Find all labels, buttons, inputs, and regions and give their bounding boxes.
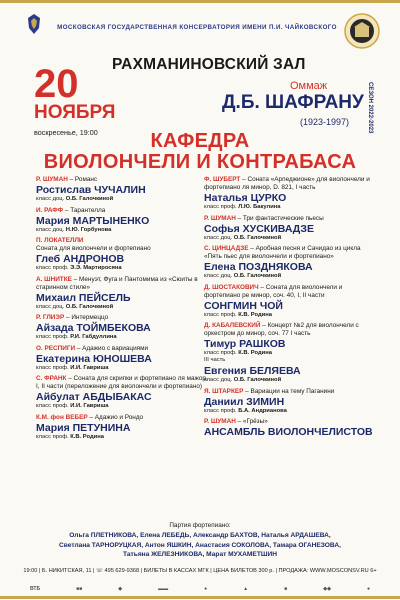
class-prefix: класс проф. [204,407,239,414]
teacher: О.Б. Галочкиной [233,234,282,241]
work: – Три фантастические пьесы [235,214,324,222]
work: – Адажио и Рондо [87,413,144,421]
sponsor-logo: ВТБ [30,586,41,592]
performer: Даниил ЗИМИН [204,395,285,408]
teacher: К.В. Родина [238,350,272,356]
class-prefix: класс проф. [36,334,71,340]
class-prefix: класс доц. [204,273,234,279]
composer: К.М. фон ВЕБЕР [36,413,88,421]
composer: С. ЦИНЦАДЗЕ [204,245,249,252]
work: – Аробная песня и Сачидао из цикла «Пять пьес для виолончели и фортепиано» [204,245,361,260]
program-item [36,176,212,203]
class-prefix: класс доц. [36,196,66,202]
performer: Евгения БЕЛЯЕВА [204,365,301,377]
composer: С. ФРАНК [36,375,67,382]
sponsor-logo: ● [366,586,370,592]
work: – «Грёзы» [235,418,268,425]
program-item [36,207,212,234]
hommage-years: (1923-1997) [300,117,350,127]
sponsor-logo: ● [204,586,208,592]
pianists-list [20,531,380,560]
teacher: Р.И. Габдуллина [70,334,117,340]
class-prefix: класс доц. [36,226,66,233]
work: – Адажио с вариациями [75,344,149,352]
season-vertical-text: СЕЗОН 2022-2023 [367,82,373,134]
hommage-name: Д.Б. ШАФРАНУ [222,92,364,113]
performer: СОНГМИН ЧОЙ [204,299,283,312]
composer: И. РАФФ [36,206,64,214]
performer: Наталья ЦУРКО [204,192,287,204]
work: – Тарантелла [63,206,106,214]
composer: Р. ШУМАН [204,214,236,222]
sponsor-logo: ▬▬ [158,586,169,592]
program-item [36,414,212,441]
teacher: Э.Э. Мартиросяна [70,265,122,271]
sponsor-logo: ■ [284,586,288,592]
teacher: И.И. Гавриша [70,403,109,409]
class-prefix: класс проф. [204,350,239,356]
performer: Михаил ПЕЙСЕЛЬ [36,291,131,304]
performer: Ростислав ЧУЧАЛИН [36,184,146,196]
teacher: Н.Ю. Горбунова [65,226,112,233]
sponsor-logo: ◆◆ [323,586,331,592]
work: – Интермеццо [64,314,109,321]
performer: Тимур РАШКОВ [204,338,286,350]
sponsor-logo: ■■ [76,586,83,592]
work: – Соната «Арпеджионе» для виолончели и фортепиано ля минор, D. 821, I часть [204,176,370,191]
program-item [204,322,380,364]
performer: Мария ПЕТУНИНА [36,421,131,434]
composer: Я. ШТАРКЕР [204,387,244,395]
pianists-line-3: Татьяна ЖЕЛЕЗНИКОВА, Марат МУХАМЕТШИН [123,551,277,558]
ministry-emblem-icon [24,12,44,38]
pianists-line-2: Светлана ТАРНОРУЦКАЯ, Антон ЯШКИН, Анастасия СОКОЛОВА, Тамара ОГАНЕЗОВА, [59,541,341,549]
teacher: О.Б. Галочкиной [65,196,114,202]
performer: АНСАМБЛЬ ВИОЛОНЧЕЛИСТОВ [204,426,373,438]
class-prefix: класс доц. [36,303,66,310]
program-left-column [36,176,212,444]
part-note: III часть [204,357,226,363]
performer: Мария МАРТЫНЕНКО [36,214,150,227]
sponsor-strip [30,586,370,592]
date-month: НОЯБРЯ [34,102,116,123]
performer: Елена ПОЗДНЯКОВА [204,261,313,273]
hommage-label: Оммаж [290,80,328,92]
top-border [0,0,400,3]
class-prefix: класс доц. [204,234,234,241]
teacher: К.В. Родина [238,311,272,318]
class-prefix: класс проф. [204,311,239,318]
teacher: О.Б. Галочкиной [65,303,114,310]
work: – Соната для скрипки и фортепиано ля мажор, I, II части (переложение для виолончели и фортепиано) [36,375,208,390]
composer: О. РЕСПИГИ [36,344,76,352]
program-item [36,314,212,341]
work: – Менуэт, Фуга и Пантомима из «Сюиты в старинном стиле» [36,275,198,291]
pianists-title: Партия фортепиано: [169,522,231,529]
conservatory-seal-icon [344,13,380,49]
composer: Р. ГЛИЭР [36,314,65,321]
institution-name: МОСКОВСКАЯ ГОСУДАРСТВЕННАЯ КОНСЕРВАТОРИЯ ИМЕНИ П.И. ЧАЙКОВСКОГО [57,24,337,31]
work: – Романс [67,176,98,183]
program-right-column [204,176,380,442]
program-item [36,345,212,372]
class-prefix: класс проф. [36,265,71,271]
composer: Р. ШУМАН [36,176,68,183]
class-prefix: класс проф. [204,204,239,210]
program-item [204,215,380,242]
footer-info: 19:00 | Б. НИКИТСКАЯ, 11 | ☏ 495 629-9368 | БИЛЕТЫ В КАССАХ МГК | ЦЕНА БИЛЕТОВ 300 р. | ПРОДАЖА: WWW.MOSCONSV.RU 6+ [23,568,377,574]
work: – Соната для виолончели и фортепиано ре минор, соч. 40, I, II части [204,283,343,299]
program-item [204,388,380,415]
program-item [204,245,380,280]
class-prefix: класс проф. [36,433,71,440]
program-item [204,176,380,211]
program-item [204,284,380,319]
bottom-border [0,596,400,599]
teacher: Б.А. Андрианова [238,407,287,414]
composer: Ф. ШУБЕРТ [204,176,241,183]
program-item [36,237,212,272]
class-prefix: класс доц. [204,377,234,383]
teacher: И.И. Гавриша [70,364,109,371]
teacher: К.В. Родина [70,433,104,440]
work: – Концерт №2 для виолончели с оркестром до минор, соч. 77 I часть [204,322,359,337]
performer: Глеб АНДРОНОВ [36,253,125,265]
performer: Айзада ТОЙМБЕКОВА [36,322,151,334]
title-line-2: ВИОЛОНЧЕЛИ И КОНТРАБАСА [43,151,357,173]
date-day: 20 [34,62,79,106]
class-prefix: класс проф. [36,403,71,409]
composer: Д. ШОСТАКОВИЧ [204,283,259,291]
work: – Вариации на тему Паганини [243,387,335,395]
composer: А. ШНИТКЕ [36,275,72,283]
class-prefix: класс проф. [36,364,71,371]
sponsor-logo: ▲ [243,586,249,592]
composer: Д. КАБАЛЕВСКИЙ [204,322,261,329]
program-item [36,375,212,410]
date-weekday-time: воскресенье, 19:00 [34,128,98,137]
program-item [36,276,212,311]
performer: Айбулат АБДЫБАКАС [36,391,152,403]
title-line-1: КАФЕДРА [150,130,250,152]
program-item [204,365,380,384]
teacher: О.Б. Галочкиной [233,273,282,279]
teacher: О.Б. Галочкиной [233,377,282,383]
program-item [204,418,380,438]
performer: Софья ХУСКИВАДЗЕ [204,222,314,235]
composer: П. ЛОКАТЕЛЛИ [36,237,84,244]
teacher: Л.Ю. Бакулина [238,204,281,210]
sponsor-logo: ◆ [118,586,123,592]
work: Соната для виолончели и фортепиано [36,245,151,252]
performer: Екатерина ЮНОШЕВА [36,352,152,365]
pianists-line-1: Ольга ПЛЕТНИКОВА, Елена ЛЕБЕДЬ, Александр БАХТОВ, Наталья АРДАШЕВА, [69,532,331,539]
hall-name: РАХМАНИНОВСКИЙ ЗАЛ [112,56,306,73]
composer: Р. ШУМАН [204,418,236,425]
